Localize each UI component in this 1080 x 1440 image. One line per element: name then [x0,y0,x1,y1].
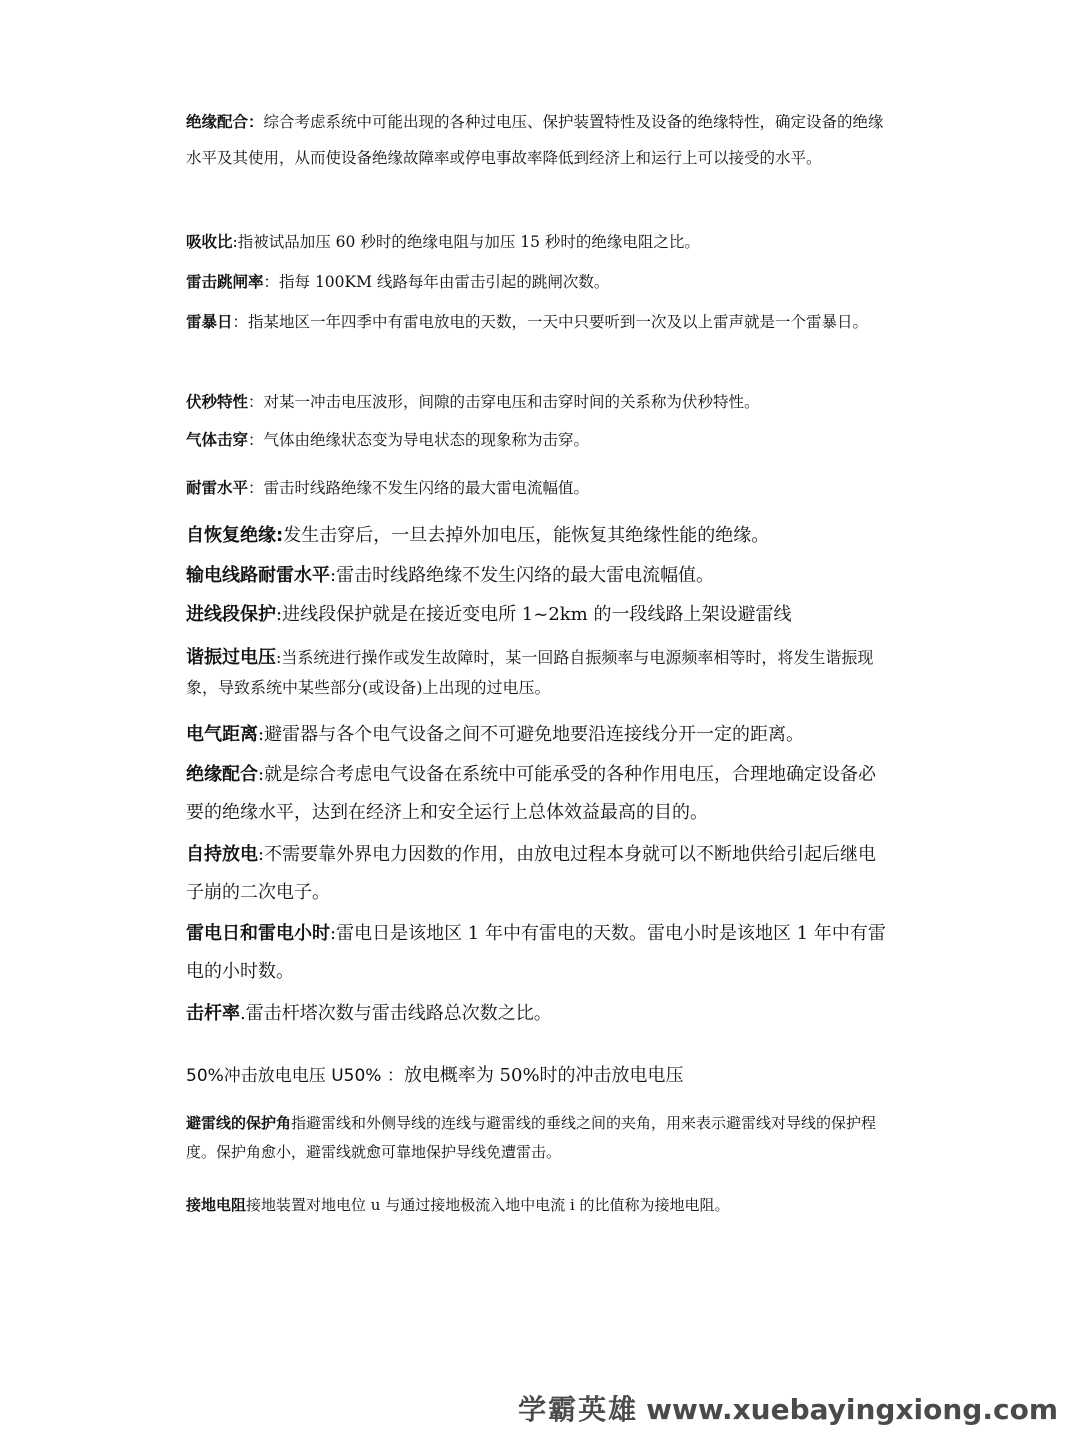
definition-text: :雷击时线路绝缘不发生闪络的最大雷电流幅值。 [330,565,715,586]
definition-text: :指被试品加压 60 秒时的绝缘电阻与加压 15 秒时的绝缘电阻之比。 [232,233,700,251]
definition-text: :就是综合考虑电气设备在系统中可能承受的各种作用电压，合理地确定设备必要的绝缘水平，达到在经济上和安全运行上总体效益最高的目的。 [186,764,877,823]
definition-u50-impulse-voltage [186,1057,890,1095]
definition-text: :不需要靠外界电力因数的作用，由放电过程本身就可以不断地供给引起后继电子崩的二次电子。 [186,844,877,903]
definition-text: .雷击杆塔次数与雷击线路总次数之比。 [240,1003,552,1024]
definition-grounding-resistance [186,1191,890,1220]
definition-text: ：指某地区一年四季中有雷电放电的天数，一天中只要听到一次及以上雷声就是一个雷暴日。 [232,313,869,331]
definition-shielding-angle [186,1109,890,1167]
definition-text: 接地装置对地电位 u 与通过接地极流入地中电流 i 的比值称为接地电阻。 [246,1196,730,1214]
term-label: 避雷线的保护角 [186,1114,292,1132]
definition-lightning-trip-rate [186,264,890,300]
term-label: 雷电日和雷电小时 [186,923,330,944]
definition-self-sustained-discharge [186,836,890,912]
term-label: 伏秒特性 [186,393,249,411]
site-watermark [518,1392,1058,1428]
term-label: 自持放电 [186,844,258,865]
term-label: 雷击跳闸率 [186,273,264,291]
definition-thunder-day-and-hour [186,915,890,991]
definition-text: ：指每 100KM 线路每年由雷击引起的跳闸次数。 [263,273,610,291]
watermark-brand: 学霸英雄 [518,1393,639,1426]
term-label: 耐雷水平 [186,479,249,497]
definition-text: 综合考虑系统中可能出现的各种过电压、保护装置特性及设备的绝缘特性，确定设备的绝缘水平及其使用，从而使设备绝缘故障率或停电事故率降低到经济上和运行上可以接受的水平。 [186,113,884,167]
term-label: 绝缘配合： [186,113,264,131]
definition-thunderstorm-day [186,304,890,340]
term-label: 输电线路耐雷水平 [186,565,330,586]
definition-text: 放电概率为 50%时的冲击放电电压 [403,1065,684,1086]
definition-incoming-line-protection [186,596,890,634]
definition-text: :进线段保护就是在接近变电所 1~2km 的一段线路上架设避雷线 [276,604,792,625]
definition-electrical-distance [186,716,890,754]
definition-text: 发生击穿后，一旦去掉外加电压，能恢复其绝缘性能的绝缘。 [283,525,770,546]
term-label: 击杆率 [186,1003,240,1024]
definition-text: :雷电日是该地区 1 年中有雷电的天数。雷电小时是该地区 1 年中有雷电的小时数。 [186,923,886,982]
definition-insulation-coordination-2 [186,756,890,832]
term-label: 接地电阻 [186,1196,247,1214]
term-label: 气体击穿 [186,431,249,449]
definition-absorption-ratio [186,224,890,260]
term-label: 电气距离 [186,724,258,745]
term-label: 进线段保护 [186,604,276,625]
term-label: 自恢复绝缘: [186,525,284,546]
term-label: 吸收比 [186,233,233,251]
term-label: 雷暴日 [186,313,233,331]
definition-text: :避雷器与各个电气设备之间不可避免地要沿连接线分开一定的距离。 [258,724,805,745]
watermark-url: www.xuebayingxiong.com [646,1393,1058,1426]
term-label: 谐振过电压 [186,647,276,668]
definition-tower-strike-rate [186,995,890,1033]
definition-resonance-overvoltage [186,643,890,703]
definition-text: ：气体由绝缘状态变为导电状态的现象称为击穿。 [248,431,590,449]
definition-lightning-withstand-level [186,470,890,506]
definition-volt-second-characteristic [186,384,890,420]
definition-text: :当系统进行操作或发生故障时，某一回路自振频率与电源频率相等时，将发生谐振现象，导致系统中某些部分(或设备)上出现的过电压。 [186,648,874,697]
definition-text: 指避雷线和外侧导线的连线与避雷线的垂线之间的夹角，用来表示避雷线对导线的保护程度。保护角愈小，避雷线就愈可靠地保护导线免遭雷击。 [186,1114,877,1161]
definition-line-lightning-withstand-level [186,557,890,595]
term-label: 绝缘配合 [186,764,258,785]
definition-gas-breakdown [186,422,890,458]
definition-text: ：雷击时线路绝缘不发生闪络的最大雷电流幅值。 [248,479,590,497]
definition-text: ：对某一冲击电压波形，间隙的击穿电压和击穿时间的关系称为伏秒特性。 [248,393,760,411]
term-label: 50%冲击放电电压 U50% ： [186,1066,404,1086]
definition-self-restoring-insulation [186,517,890,555]
definition-insulation-coordination [186,104,890,176]
